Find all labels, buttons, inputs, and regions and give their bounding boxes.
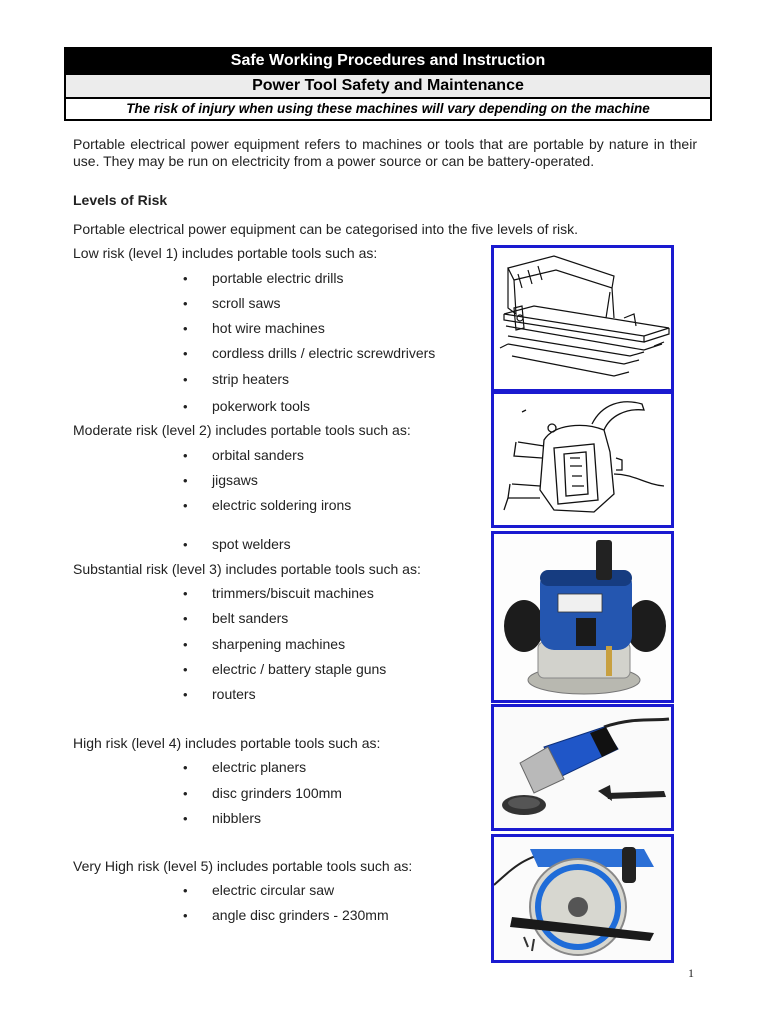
list-item: • nibblers: [183, 810, 262, 826]
list-item: • portable electric drills: [183, 270, 344, 286]
list-item: • electric planers: [183, 759, 307, 775]
header-subtitle: Power Tool Safety and Maintenance: [66, 73, 710, 99]
list-item: • electric / battery staple guns: [183, 661, 387, 677]
list-item: • strip heaters: [183, 371, 290, 387]
intro-paragraph: Portable electrical power equipment refers to machines or tools that are portable by nature in their use. They may be run on electricity from a power source or can be battery-operated.: [73, 136, 697, 169]
list-item: • routers: [183, 686, 256, 702]
list-item: • disc grinders 100mm: [183, 785, 342, 801]
list-item: • scroll saws: [183, 295, 281, 311]
spot-welder-illustration: [491, 391, 674, 528]
list-item: • cordless drills / electric screwdrivers: [183, 345, 436, 361]
header-note: The risk of injury when using these machines will vary depending on the machine: [66, 99, 710, 119]
list-item: • spot welders: [183, 536, 291, 552]
level-5-label: Very High risk (level 5) includes portable tools such as:: [73, 858, 413, 874]
list-item: • belt sanders: [183, 610, 289, 626]
list-item: • trimmers/biscuit machines: [183, 585, 374, 601]
list-item: • pokerwork tools: [183, 398, 311, 414]
header-title: Safe Working Procedures and Instruction: [66, 49, 710, 73]
scroll-saw-illustration: [491, 245, 674, 392]
list-item: • angle disc grinders - 230mm: [183, 907, 389, 923]
list-item: • jigsaws: [183, 472, 258, 488]
list-item: • orbital sanders: [183, 447, 304, 463]
level-4-label: High risk (level 4) includes portable tools such as:: [73, 735, 381, 751]
router-photo: [491, 531, 674, 703]
list-item: • electric soldering irons: [183, 497, 352, 513]
document-header: [64, 47, 712, 121]
level-3-label: Substantial risk (level 3) includes portable tools such as:: [73, 561, 421, 577]
angle-grinder-photo: [491, 704, 674, 831]
levels-heading: Levels of Risk: [73, 192, 168, 208]
page-number: 1: [688, 966, 694, 980]
level-1-label: Low risk (level 1) includes portable tools such as:: [73, 245, 378, 261]
levels-intro: Portable electrical power equipment can be categorised into the five levels of risk.: [73, 221, 579, 237]
list-item: • sharpening machines: [183, 636, 346, 652]
list-item: • hot wire machines: [183, 320, 325, 336]
circular-saw-photo: [491, 834, 674, 963]
level-2-label: Moderate risk (level 2) includes portable tools such as:: [73, 422, 411, 438]
list-item: • electric circular saw: [183, 882, 335, 898]
